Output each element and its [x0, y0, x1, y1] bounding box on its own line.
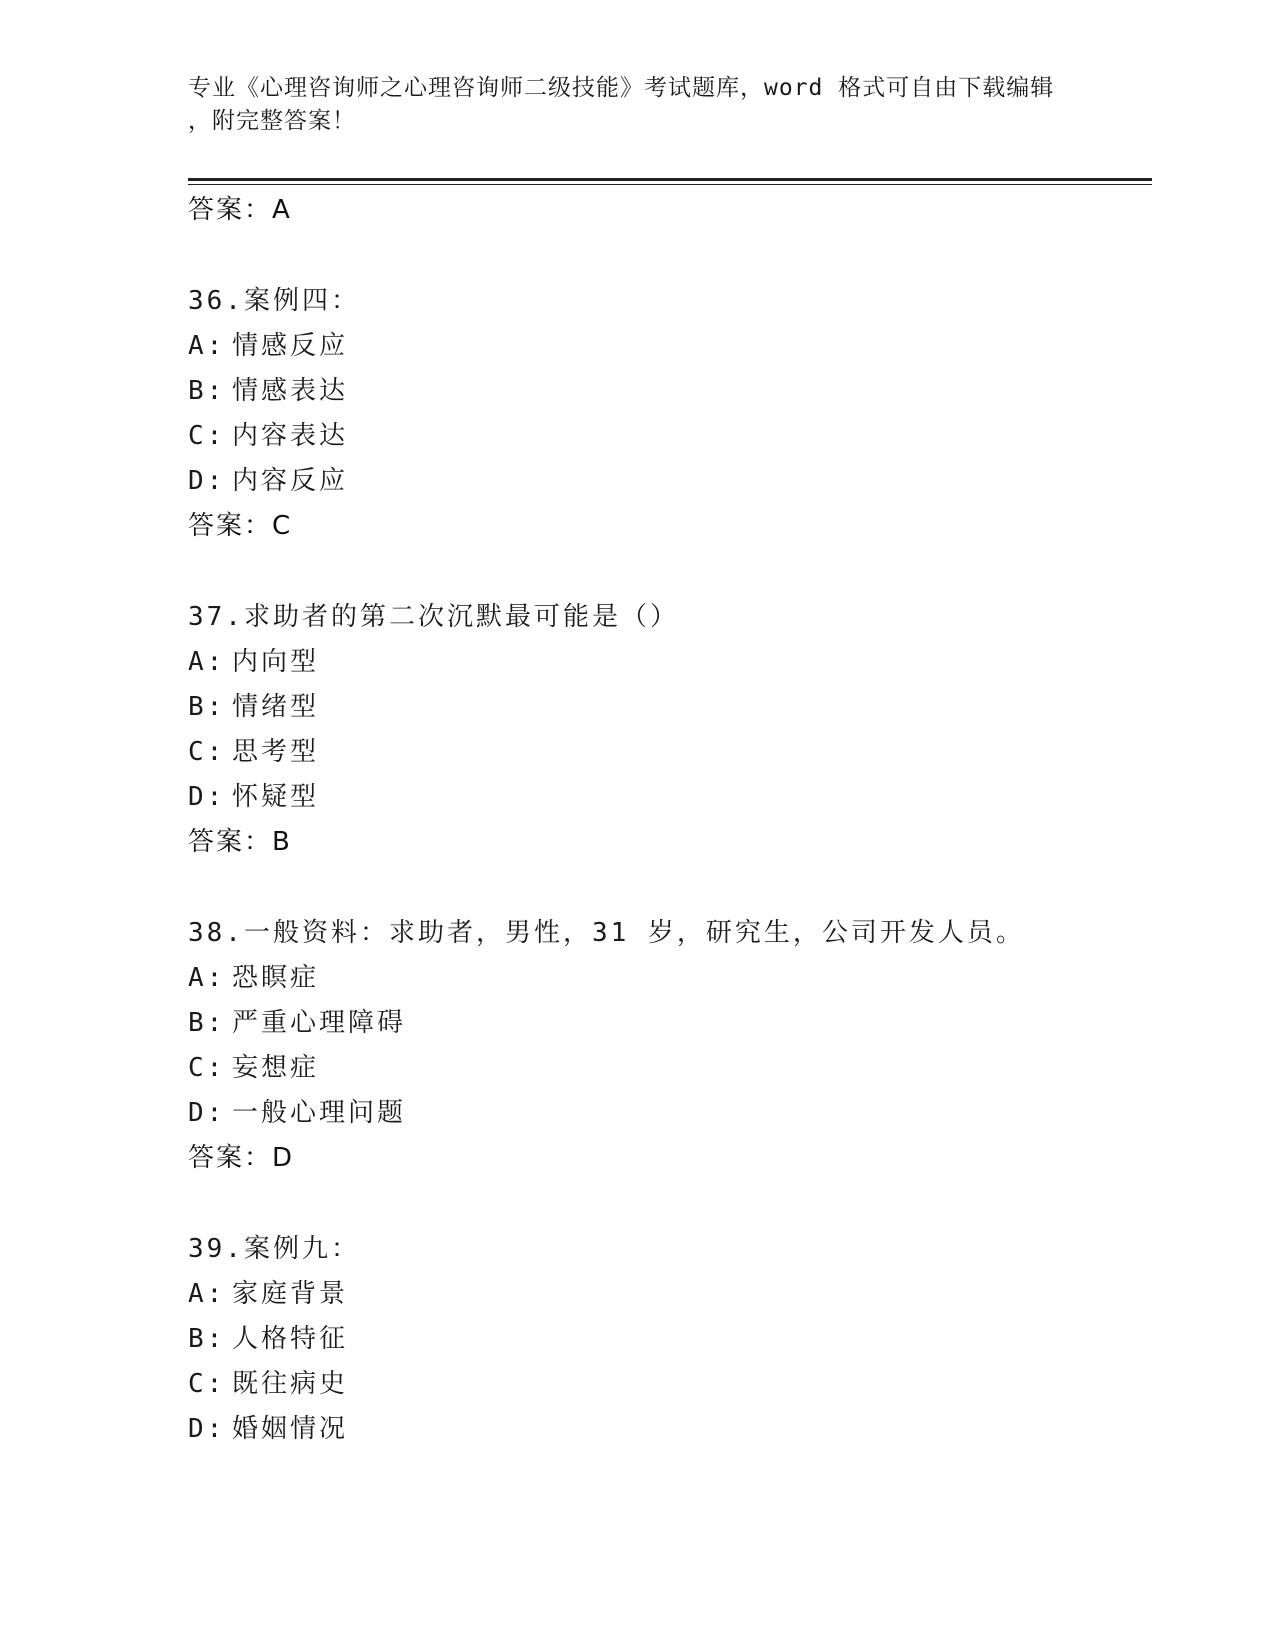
question-text: 36.案例四： — [188, 286, 360, 316]
option-letter: D: — [188, 466, 226, 496]
question-text: 38.一般资料：求助者，男性，31 岁，研究生，公司开发人员。 — [188, 918, 1025, 948]
option-text: 思考型 — [232, 737, 320, 767]
question-gap — [188, 1181, 1152, 1227]
option-letter: B: — [188, 692, 226, 722]
option-b — [188, 1001, 1152, 1046]
option-text: 婚姻情况 — [232, 1414, 349, 1444]
option-a — [188, 1272, 1152, 1317]
option-letter: C: — [188, 737, 226, 767]
option-c — [188, 1046, 1152, 1091]
option-text: 严重心理障碍 — [232, 1008, 407, 1038]
option-letter: A: — [188, 1279, 226, 1309]
option-letter: D: — [188, 1098, 226, 1128]
option-c — [188, 1362, 1152, 1407]
option-letter: A: — [188, 647, 226, 677]
option-text: 怀疑型 — [232, 782, 320, 812]
option-d — [188, 775, 1152, 820]
option-letter: B: — [188, 376, 226, 406]
option-letter: C: — [188, 1053, 226, 1083]
option-text: 内容表达 — [232, 421, 349, 451]
option-b — [188, 685, 1152, 730]
document-header — [188, 72, 1088, 138]
option-letter: B: — [188, 1008, 226, 1038]
option-text: 既往病史 — [232, 1369, 349, 1399]
header-divider-thick — [188, 178, 1152, 181]
option-b — [188, 1317, 1152, 1362]
option-text: 一般心理问题 — [232, 1098, 407, 1128]
option-c — [188, 730, 1152, 775]
option-letter: A: — [188, 963, 226, 993]
question-gap — [188, 865, 1152, 911]
option-text: 内容反应 — [232, 466, 349, 496]
header-divider-thin — [188, 184, 1152, 185]
option-a — [188, 956, 1152, 1001]
question-text: 39.案例九： — [188, 1234, 360, 1264]
option-c — [188, 414, 1152, 459]
answer-line: 答案：C — [188, 511, 293, 541]
option-text: 人格特征 — [232, 1324, 349, 1354]
answer-line: 答案：A — [188, 195, 292, 225]
header-line-1: 专业《心理咨询师之心理咨询师二级技能》考试题库，word 格式可自由下载编辑 — [188, 75, 1055, 101]
question-gap — [188, 233, 1152, 279]
option-letter: C: — [188, 1369, 226, 1399]
option-letter: C: — [188, 421, 226, 451]
option-b — [188, 369, 1152, 414]
answer-line: 答案：B — [188, 827, 292, 857]
option-a — [188, 324, 1152, 369]
option-letter: B: — [188, 1324, 226, 1354]
question-list — [188, 188, 1152, 1452]
option-letter: D: — [188, 782, 226, 812]
option-a — [188, 640, 1152, 685]
option-text: 家庭背景 — [232, 1279, 349, 1309]
option-text: 情绪型 — [232, 692, 320, 722]
option-d — [188, 1091, 1152, 1136]
header-line-2: ，附完整答案！ — [188, 108, 356, 134]
option-d — [188, 1407, 1152, 1452]
option-text: 妄想症 — [232, 1053, 320, 1083]
option-letter: D: — [188, 1414, 226, 1444]
option-letter: A: — [188, 331, 226, 361]
option-text: 恐瞑症 — [232, 963, 320, 993]
option-text: 情感反应 — [232, 331, 349, 361]
answer-line: 答案：D — [188, 1143, 295, 1173]
question-gap — [188, 549, 1152, 595]
option-d — [188, 459, 1152, 504]
question-text: 37.求助者的第二次沉默最可能是（） — [188, 602, 679, 632]
option-text: 情感表达 — [232, 376, 349, 406]
option-text: 内向型 — [232, 647, 320, 677]
